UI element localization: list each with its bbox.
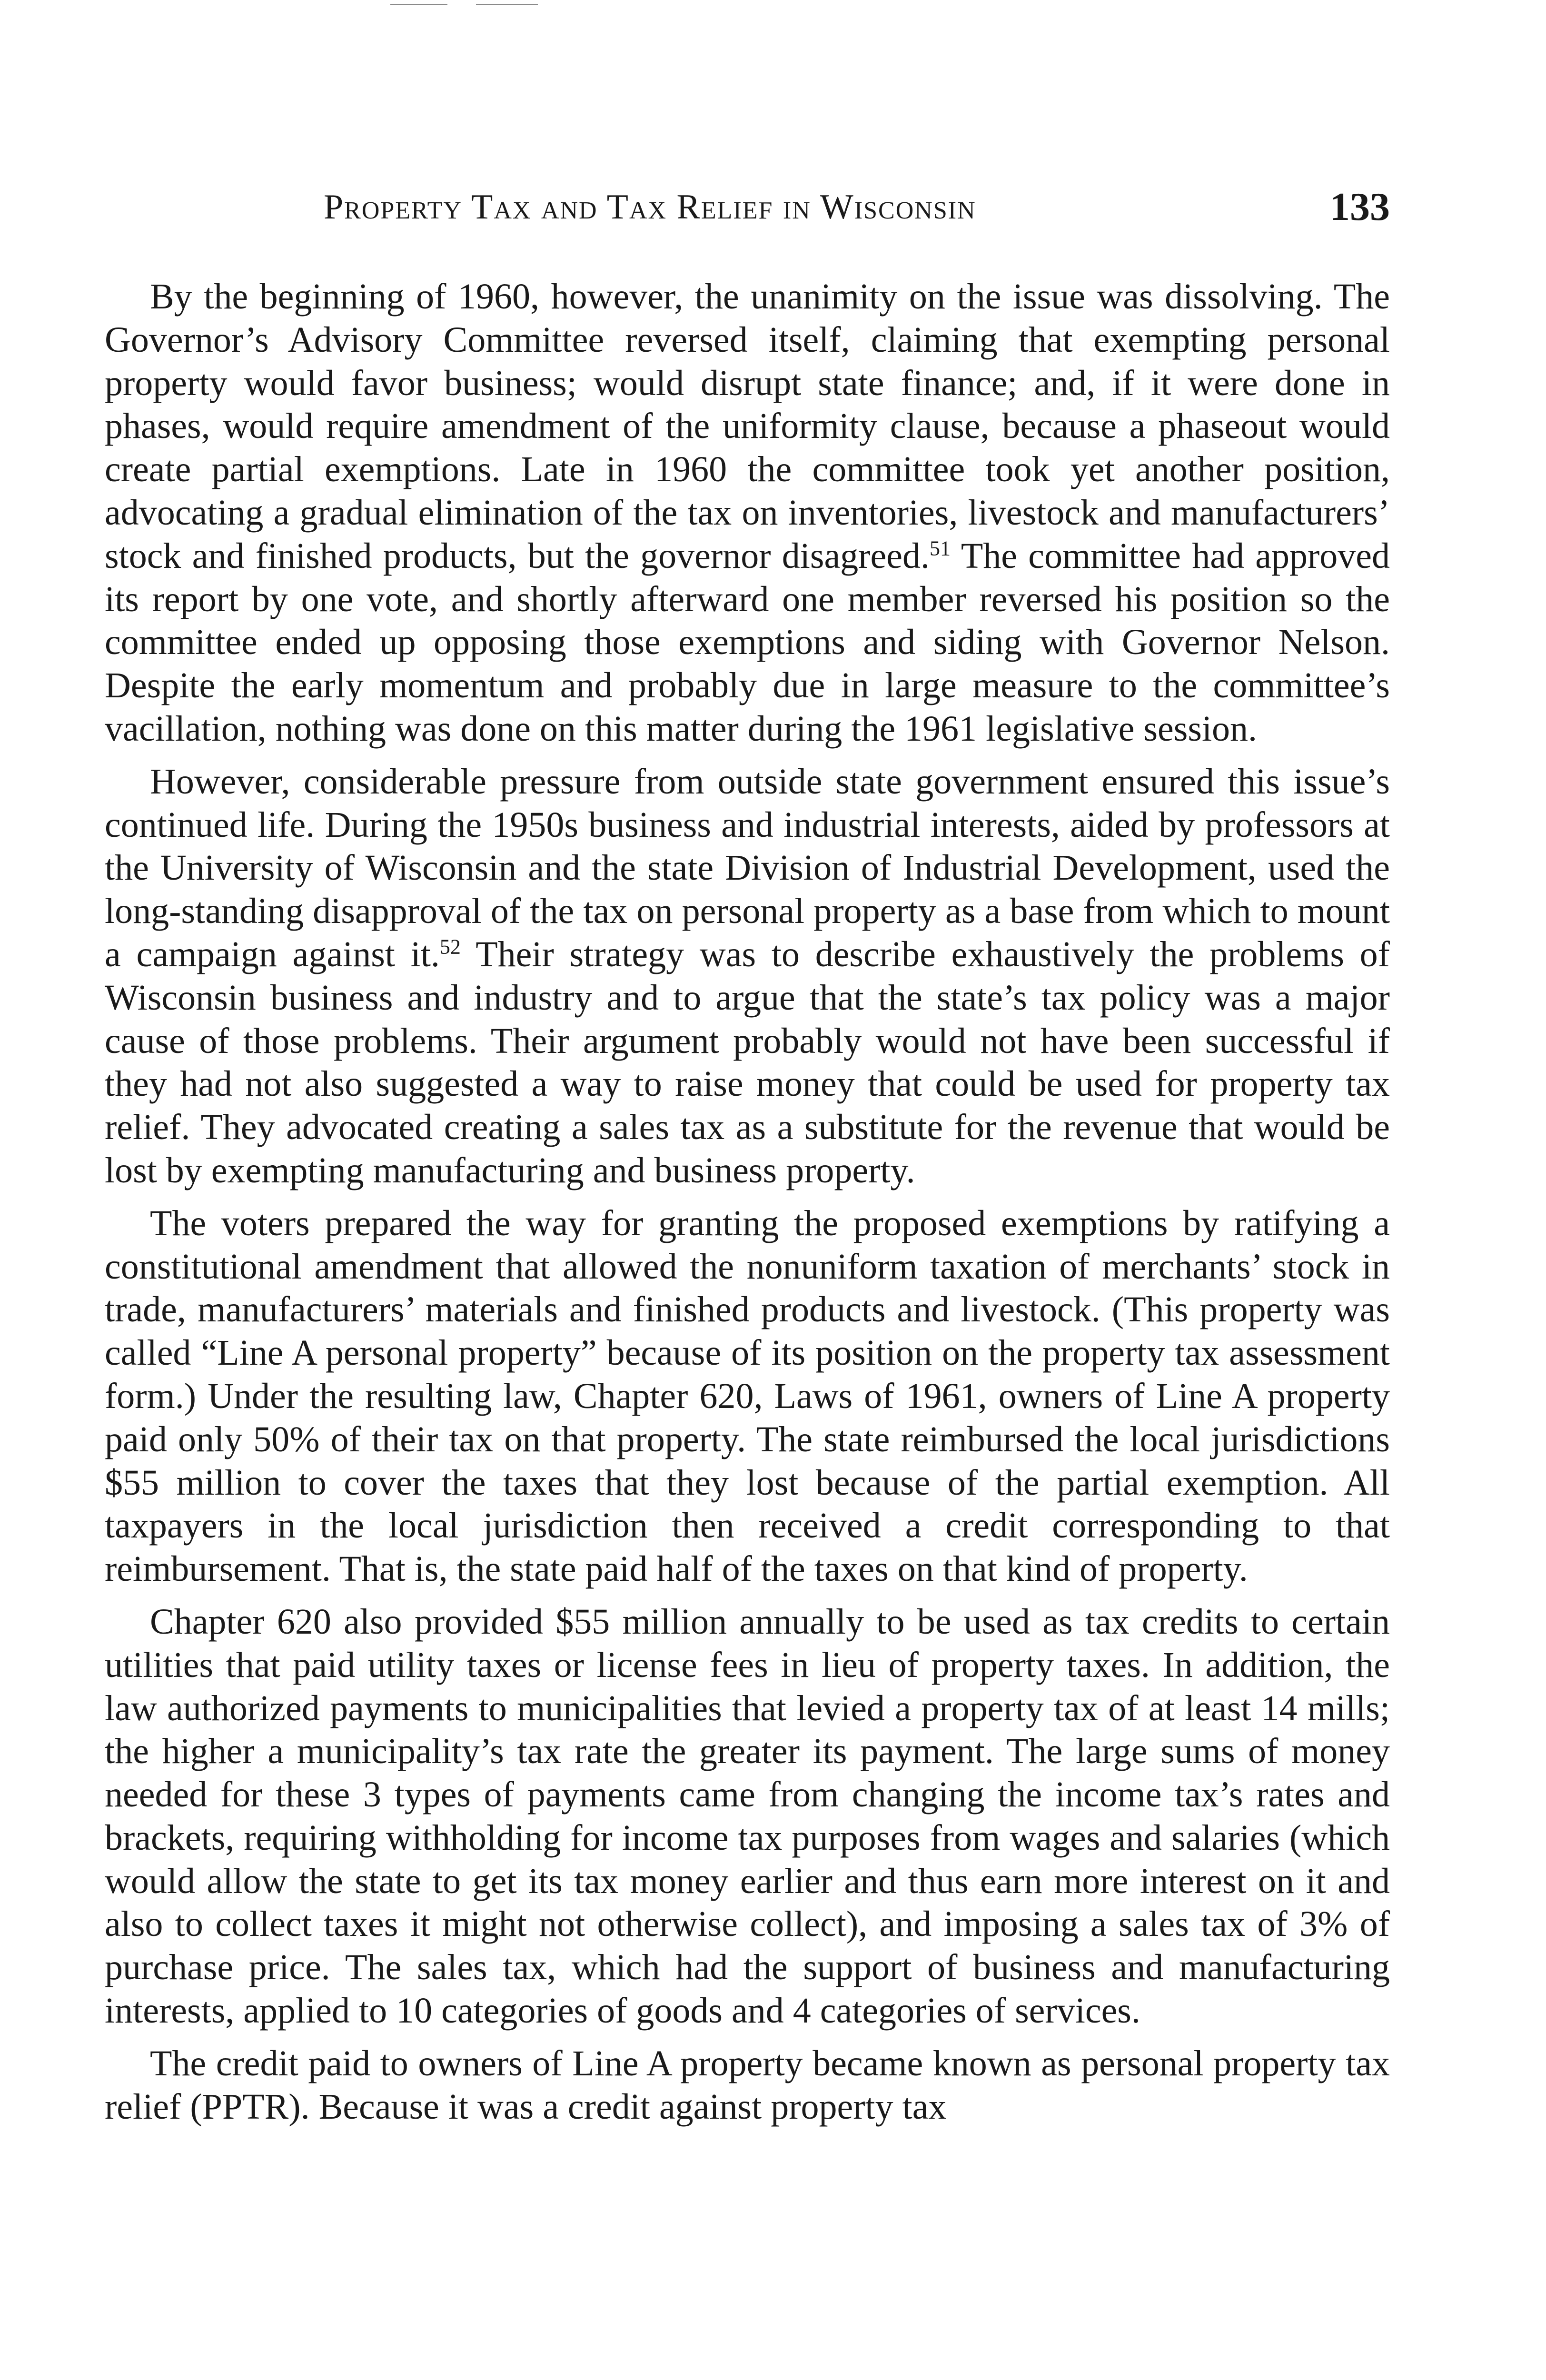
- scan-edge-mark: [390, 4, 447, 5]
- paragraph: [105, 1600, 1390, 2033]
- running-title: Property Tax and Tax Relief in Wisconsin: [324, 188, 976, 227]
- page-header: [105, 181, 1390, 233]
- paragraph-text-continued: The committee had approved its report by one vote, and shortly afterward one member reversed his position so the committee ended up opposing those exemptions and siding with Governor Nelson. Despite the early momentum and probably due in large measure to the committee’s vacillation, nothing was done on this matter during the 1961 legislative session.: [105, 536, 1390, 749]
- paragraph-text: By the beginning of 1960, however, the unanimity on the issue was dissolving. The Governor’s Advisory Committee reversed itself, claiming that exempting personal property would favor business; would disrupt state finance; and, if it were done in phases, would require amendment of the uniformity clause, because a phaseout would create partial exemptions. Late in 1960 the committee took yet another position, advocating a gradual elimination of the tax on inventories, livestock and manufacturers’ stock and finished products, but the governor disagreed.: [105, 277, 1390, 576]
- paragraph: [105, 275, 1390, 751]
- paragraph-text-continued: Their strategy was to describe exhaustively the problems of Wisconsin business and industry and to argue that the state’s tax policy was a major cause of those problems. Their argument probably would not have been successful if they had not also suggested a way to raise money that could be used for property tax relief. They advocated creating a sales tax as a substitute for the revenue that would be lost by exempting manufacturing and business property.: [105, 934, 1390, 1190]
- paragraph-text: The credit paid to owners of Line A property became known as personal property tax relief (PPTR). Because it was a credit against property tax: [105, 2043, 1390, 2127]
- paragraph-text: However, considerable pressure from outside state government ensured this issue’s continued life. During the 1950s business and industrial interests, aided by professors at the University of Wisconsin and the state Division of Industrial Development, used the long-standing disapproval of the tax on personal property as a base from which to mount a campaign against it.: [105, 761, 1390, 974]
- paragraph: [105, 1202, 1390, 1591]
- paragraph-text: The voters prepared the way for granting the proposed exemptions by ratifying a constitutional amendment that allowed the nonuniform taxation of merchants’ stock in trade, manufacturers’ materials and finished products and livestock. (This property was called “Line A personal property” because of its position on the property tax assessment form.) Under the resulting law, Chapter 620, Laws of 1961, owners of Line A property paid only 50% of their tax on that property. The state reimbursed the local jurisdictions $55 million to cover the taxes that they lost because of the partial exemption. All taxpayers in the local jurisdiction then received a credit corresponding to that reimbursement. That is, the state paid half of the taxes on that kind of property.: [105, 1203, 1390, 1589]
- footnote-ref: 52: [439, 935, 461, 959]
- page-number: 133: [1330, 185, 1390, 229]
- scan-edge-mark: [476, 4, 538, 5]
- footnote-ref: 51: [929, 536, 951, 560]
- paragraph: [105, 2042, 1390, 2129]
- paragraph-text: Chapter 620 also provided $55 million annually to be used as tax credits to certain utilities that paid utility taxes or license fees in lieu of property taxes. In addition, the law authorized payments to municipalities that levied a property tax of at least 14 mills; the higher a municipality’s tax rate the greater its payment. The large sums of money needed for these 3 types of payments came from changing the income tax’s rates and brackets, requiring withholding for income tax purposes from wages and salaries (which would allow the state to get its tax money earlier and thus earn more interest on it and also to collect taxes it might not otherwise collect), and imposing a sales tax of 3% of purchase price. The sales tax, which had the support of business and manufacturing interests, applied to 10 categories of goods and 4 categories of services.: [105, 1601, 1390, 2031]
- body-text: [105, 275, 1390, 2138]
- paragraph: [105, 760, 1390, 1192]
